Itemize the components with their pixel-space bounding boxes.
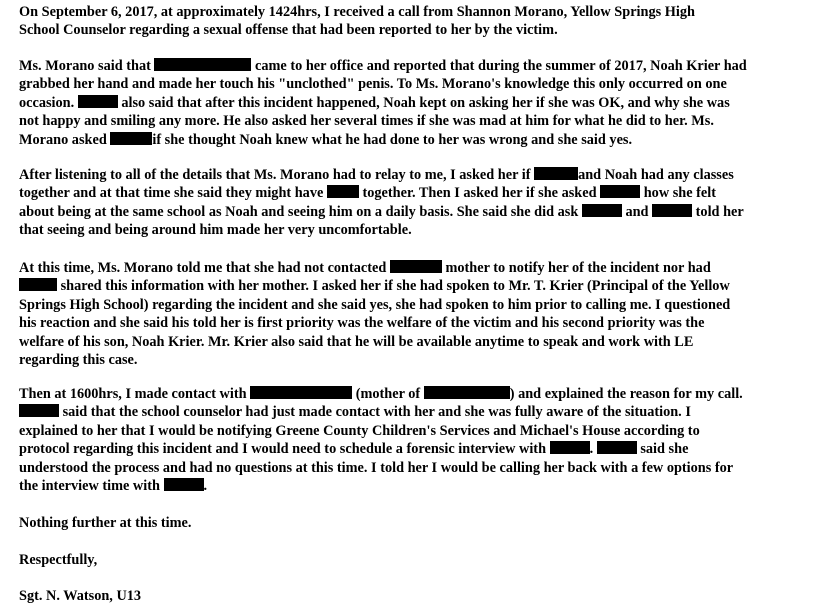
redaction-box bbox=[600, 185, 640, 198]
redaction-box bbox=[19, 404, 59, 417]
paragraph-parent-call: Then at 1600hrs, I made contact with (mother of ) and explained the reason for my call. said that the school counselor had just made contact with her and she was fully aware of the situation. I explained to her that I would be notifying Greene County Children's Services and Michael's House according to protocol regarding this incident and I would need to schedule a forensic interview with . said she understood the process and had no questions at this time. I told her I would be calling her back with a few options for the interview time with . bbox=[19, 386, 743, 495]
redaction-box bbox=[250, 386, 352, 399]
closing-respectfully: Respectfully, bbox=[19, 552, 98, 568]
redaction-box bbox=[78, 95, 118, 108]
redaction-box bbox=[550, 441, 590, 454]
redaction-box bbox=[110, 132, 152, 145]
redaction-box bbox=[327, 185, 359, 198]
redaction-box bbox=[597, 441, 637, 454]
paragraph-morano-report: Ms. Morano said that came to her office and reported that during the summer of 2017, Noah Krier had grabbed her hand and made her touch his "unclothed" penis. To Ms. Morano's knowledge this only occurred on one occasion. also said that after this incident happened, Noah kept on asking her if she was OK, and why she was not happy and smiling any more. He also asked her several times if she was mad at him for what he did to her. Ms. Morano asked if she thought Noah knew what he had done to her was wrong and she said yes. bbox=[19, 58, 747, 148]
redaction-box bbox=[652, 204, 692, 217]
redaction-box bbox=[164, 478, 204, 491]
redaction-box bbox=[19, 278, 57, 291]
closing-note: Nothing further at this time. bbox=[19, 515, 192, 531]
redaction-box bbox=[534, 167, 578, 180]
redaction-box bbox=[390, 260, 442, 273]
redaction-box bbox=[424, 386, 510, 399]
paragraph-call-received: On September 6, 2017, at approximately 1424hrs, I received a call from Shannon Morano, Yellow Springs High School Counselor regarding a sexual offense that had been reported to her by the victim. bbox=[19, 4, 695, 39]
redaction-box bbox=[582, 204, 622, 217]
signature: Sgt. N. Watson, U13 bbox=[19, 588, 142, 604]
redaction-box bbox=[154, 58, 251, 71]
paragraph-mother-contact: At this time, Ms. Morano told me that she had not contacted mother to notify her of the incident nor had shared this information with her mother. I asked her if she had spoken to Mr. T. Krier (Principal of the Yellow Springs High School) regarding the incident and she said yes, she had spoken to him prior to calling me. I questioned his reaction and she said his told her is first priority was the welfare of the victim and his second priority was the welfare of his son, Noah Krier. Mr. Krier also said that he will be available anytime to speak and work with LE regarding this case. bbox=[19, 260, 731, 369]
paragraph-classes: After listening to all of the details that Ms. Morano had to relay to me, I asked her if and Noah had any classes together and at that time she said they might have together. Then I asked her if she asked how she felt about being at the same school as Noah and seeing him on a daily basis. She said she did ask and told her that seeing and being around him made her very uncomfortable. bbox=[19, 167, 744, 239]
